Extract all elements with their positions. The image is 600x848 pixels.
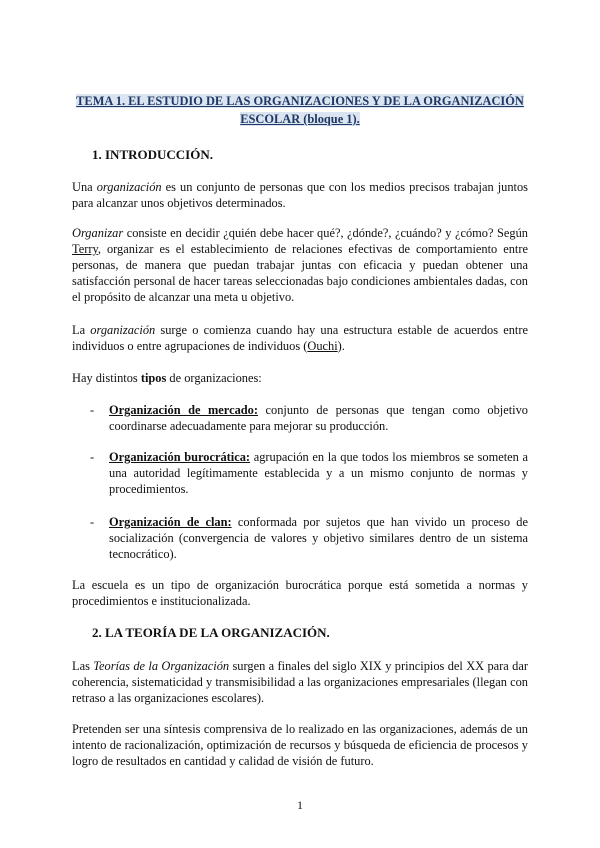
list-item-clan xyxy=(90,514,528,562)
list-term: Organización burocrática: xyxy=(109,450,251,464)
section-heading-teoria: 2. LA TEORÍA DE LA ORGANIZACIÓN. xyxy=(92,625,330,640)
list-description: conjunto de personas que tengan como objetivo coordinarse adecuadamente para mejorar su producción. xyxy=(109,403,528,433)
text-run: surgen a finales del siglo XIX y principios del XX para dar coherencia, sistematicidad y transmisibilidad a las organizaciones empresariales (llegan con retraso a las organizaciones escolares). xyxy=(72,659,528,705)
title-line-2: ESCOLAR (bloque 1). xyxy=(240,112,360,126)
paragraph-organizacion-ouchi xyxy=(72,322,528,354)
text-run: Las xyxy=(72,659,94,673)
list-item-burocratica xyxy=(90,449,528,497)
text-run: , organizar es el establecimiento de relaciones efectivas de comportamiento entre personas, de manera que puedan trabajar juntas con eficacia y puedan obtener una satisfacción personal de hacer tareas seleccionadas bajo condiciones ambientales dadas, con el propósito de alcanzar una meta u objetivo. xyxy=(72,242,528,304)
document-title xyxy=(72,92,528,128)
paragraph-organizar-terry xyxy=(72,225,528,305)
paragraph-sintesis: Pretenden ser una síntesis comprensiva de lo realizado en las organizaciones, además de un intento de racionalización, optimización de recursos y búsqueda de eficiencia de procesos y logro de resultados en cantidad y calidad de visión de futuro. xyxy=(72,722,528,768)
text-run: de organizaciones: xyxy=(166,371,262,385)
list-dash: - xyxy=(90,515,95,529)
section-heading-introduccion: 1. INTRODUCCIÓN. xyxy=(92,147,213,162)
list-term: Organización de clan: xyxy=(109,515,232,529)
text-run: consiste en decidir ¿quién debe hacer qué?, ¿dónde?, ¿cuándo? y ¿cómo? Según xyxy=(123,226,528,240)
text-run: Una xyxy=(72,180,97,194)
text-run: ). xyxy=(337,339,345,353)
paragraph-escuela-burocratica: La escuela es un tipo de organización burocrática porque está sometida a normas y procedimientos e institucionalizada. xyxy=(72,578,528,608)
list-term: Organización de mercado: xyxy=(109,403,258,417)
list-dash: - xyxy=(90,450,95,464)
italic-term: organización xyxy=(90,323,156,337)
text-run: surge o comienza cuando hay una estructura estable de acuerdos entre individuos o entre agrupaciones de individuos ( xyxy=(72,323,529,353)
list-description: agrupación en la que todos los miembros se someten a una autoridad legítimamente establecida y a un mismo conjunto de normas y procedimientos. xyxy=(109,450,528,496)
text-run: Hay distintos xyxy=(72,371,141,385)
author-ouchi: Ouchi xyxy=(307,339,338,353)
author-terry: Terry xyxy=(72,242,98,256)
list-item-mercado xyxy=(90,402,528,434)
page-number: 1 xyxy=(297,798,303,812)
list-description: conformada por sujetos que han vivido un proceso de socialización (convergencia de valores y objetivo similares dentro de un sistema tecnocrático). xyxy=(109,515,528,561)
title-line-1: TEMA 1. EL ESTUDIO DE LAS ORGANIZACIONES Y DE LA ORGANIZACIÓN xyxy=(76,94,524,108)
italic-term: Teorías de la Organización xyxy=(93,659,230,673)
italic-term: organización xyxy=(96,180,162,194)
text-run: La xyxy=(72,323,91,337)
paragraph-teorias-organizacion xyxy=(72,658,528,706)
text-run: es un conjunto de personas que con los medios precisos trabajan juntos para alcanzar unos objetivos determinados. xyxy=(72,180,528,210)
bold-term: tipos xyxy=(140,371,167,385)
paragraph-organizacion-definicion xyxy=(72,179,528,211)
italic-term: Organizar xyxy=(72,226,124,240)
list-dash: - xyxy=(90,403,95,417)
paragraph-tipos-intro xyxy=(72,370,528,386)
